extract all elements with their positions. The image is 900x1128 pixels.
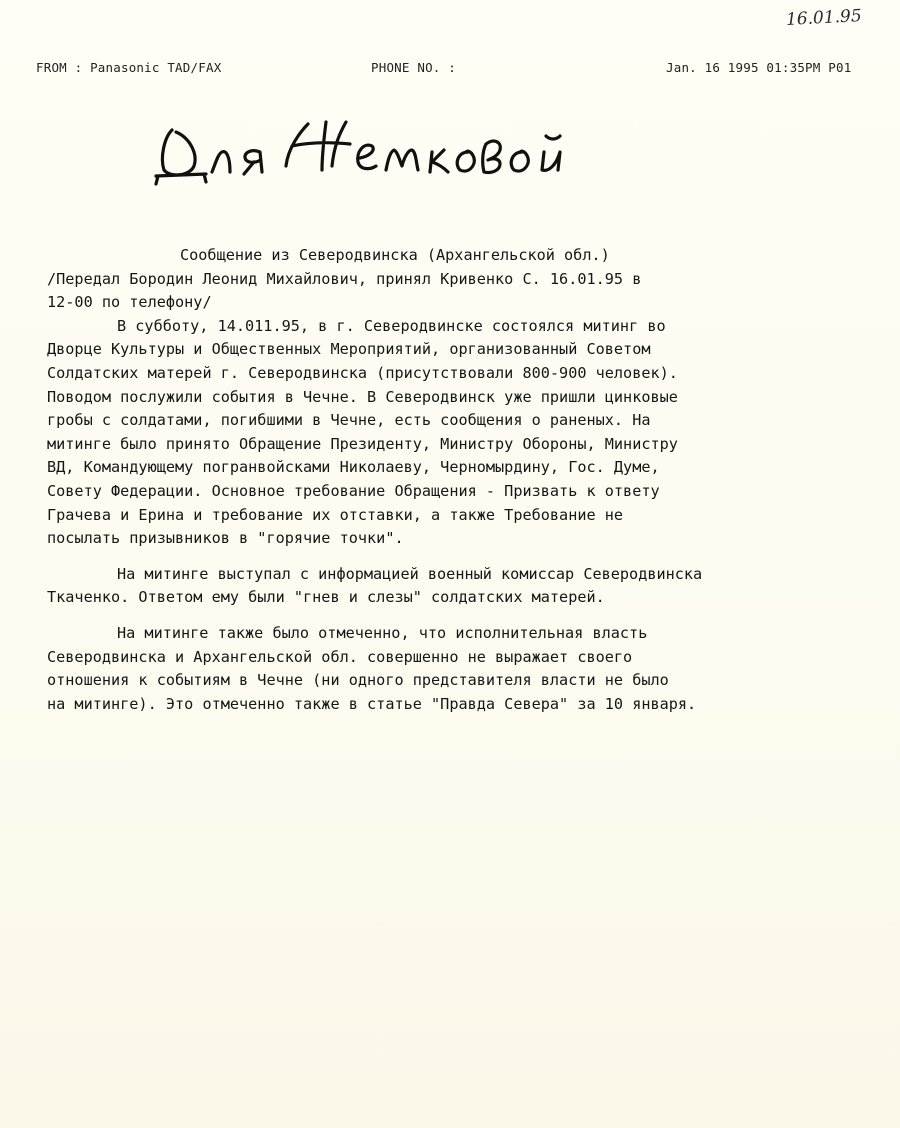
- handwritten-date-note: 16.01.95: [785, 6, 863, 30]
- paragraph1-line: Дворце Культуры и Общественных Мероприятий, организованный Советом: [47, 340, 651, 359]
- message-subtitle-line-2: 12-00 по телефону/: [47, 293, 212, 312]
- message-body: [47, 244, 847, 716]
- fax-from: FROM : Panasonic TAD/FAX: [36, 60, 222, 75]
- paragraph2-line: На митинге выступал с информацией военный комиссар Северодвинска: [117, 564, 703, 583]
- fax-header: [0, 60, 900, 84]
- message-title: Сообщение из Северодвинска (Архангельской обл.): [180, 246, 610, 264]
- paragraph3-line: Северодвинска и Архангельской обл. совершенно не выражает своего: [47, 647, 633, 666]
- paragraph1-line: Солдатских матерей г. Северодвинска (присутствовали 800-900 человек).: [47, 363, 678, 382]
- paragraph1-line: Совету Федерации. Основное требование Обращения - Призвать к ответу: [47, 481, 660, 500]
- paragraph3-line: отношения к событиям в Чечне (ни одного представителя власти не было: [47, 671, 669, 690]
- paragraph1-line: гробы с солдатами, погибшими в Чечне, есть сообщения о раненых. На: [47, 411, 651, 430]
- paragraph1-line: посылать призывников в "горячие точки".: [47, 529, 404, 548]
- paragraph2-line: Ткаченко. Ответом ему были "гнев и слезы" солдатских матерей.: [47, 588, 605, 607]
- paragraph1-line: Поводом послужили события в Чечне. В Северодвинск уже пришли цинковые: [47, 387, 678, 406]
- paragraph1-line: митинге было принято Обращение Президенту, Министру Обороны, Министру: [47, 434, 678, 453]
- fax-date: Jan. 16 1995 01:35PM P01: [666, 60, 852, 75]
- paragraph1-line: ВД, Командующему погранвойсками Николаеву, Черномырдину, Гос. Думе,: [47, 458, 660, 477]
- message-subtitle-line-1: /Передал Бородин Леонид Михайлович, принял Кривенко С. 16.01.95 в: [47, 269, 642, 288]
- handwritten-addressee-note: [150, 108, 610, 188]
- paragraph1-line: В субботу, 14.011.95, в г. Северодвинске состоялся митинг во: [117, 316, 666, 335]
- paragraph3-line: На митинге также было отмеченно, что исполнительная власть: [117, 623, 648, 642]
- paragraph1-line: Грачева и Ерина и требование их отставки, а также Требование не: [47, 505, 624, 524]
- fax-phone: PHONE NO. :: [371, 60, 456, 75]
- paragraph3-line: на митинге). Это отмеченно также в статье "Правда Севера" за 10 января.: [47, 694, 697, 713]
